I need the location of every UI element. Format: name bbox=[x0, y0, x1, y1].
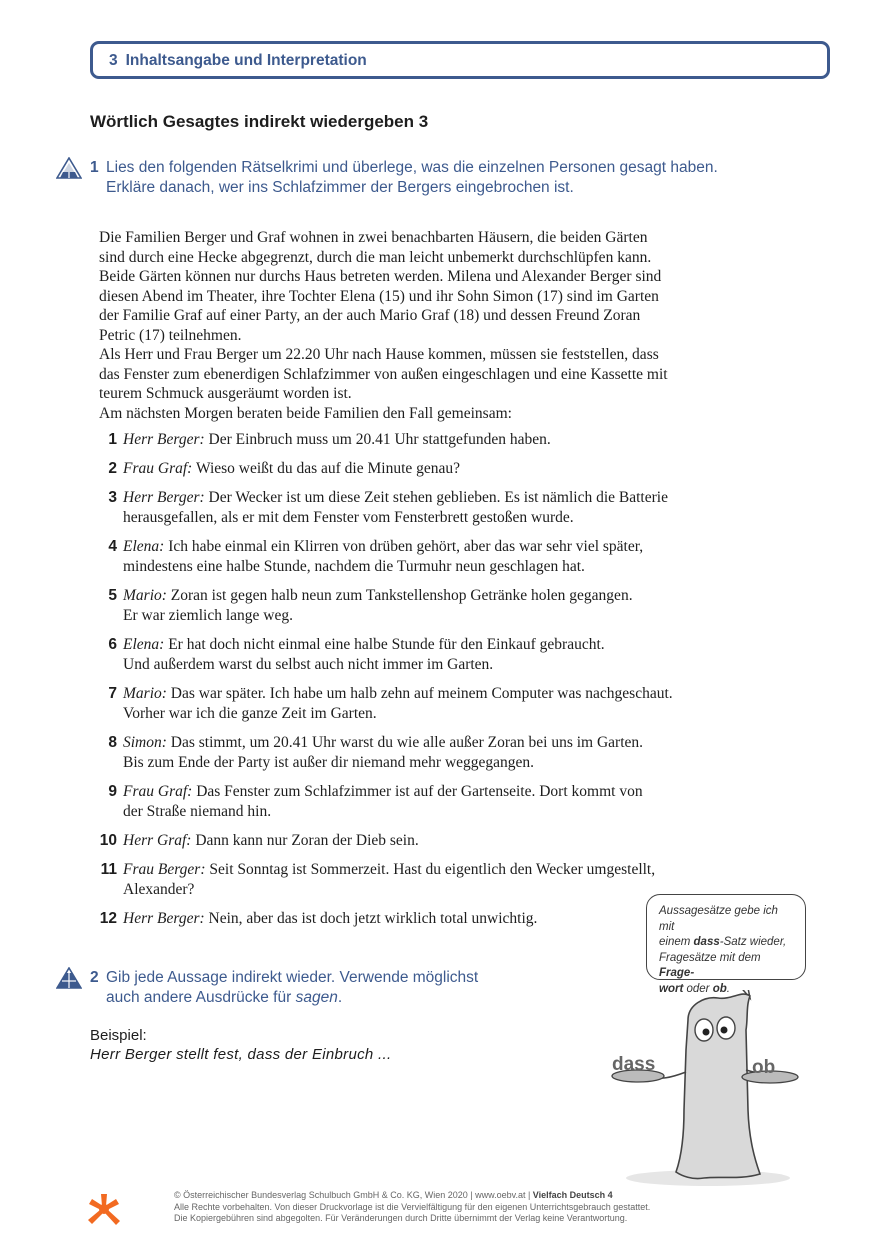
bubble-line: Aussagesätze gebe ich mit bbox=[659, 905, 778, 933]
bubble-bold: ob bbox=[712, 982, 727, 995]
line-number: 10 bbox=[99, 832, 117, 849]
task-line-emphasis: sagen bbox=[295, 989, 338, 1006]
statement: Das Fenster zum Schlafzimmer ist auf der Gartenseite. Dort kommt von bbox=[196, 783, 643, 800]
dialogue-line bbox=[96, 488, 736, 528]
statement-cont: Vorher war ich die ganze Zeit im Garten. bbox=[123, 705, 377, 722]
footer-line bbox=[174, 1190, 650, 1202]
dialogue-line bbox=[96, 684, 736, 724]
statement: Das stimmt, um 20.41 Uhr warst du wie alle außer Zoran bei uns im Garten. bbox=[170, 734, 644, 751]
page-title: Wörtlich Gesagtes indirekt wiedergeben 3 bbox=[90, 112, 429, 131]
statement: Nein, aber das ist doch jetzt wirklich total unwichtig. bbox=[208, 910, 538, 927]
statement: Der Einbruch muss um 20.41 Uhr stattgefunden haben. bbox=[208, 431, 551, 448]
statement-cont: der Straße niemand hin. bbox=[123, 803, 272, 820]
chapter-title-text: Inhaltsangabe und Interpretation bbox=[125, 52, 367, 69]
statement: Seit Sonntag ist Sommerzeit. Hast du eigentlich den Wecker umgestellt, bbox=[209, 861, 656, 878]
bubble-text: Fragesätze mit dem bbox=[659, 951, 761, 964]
story-line: sind durch eine Hecke abgegrenzt, durch die man leicht unbemerkt durchschlüpfen kann. bbox=[99, 248, 652, 266]
story-line: diesen Abend im Theater, ihre Tochter Elena (15) und ihr Sohn Simon (17) sind im Garten bbox=[99, 287, 659, 305]
line-number: 2 bbox=[108, 460, 117, 477]
task-number: 2 bbox=[90, 969, 99, 986]
bubble-bold: Frage- bbox=[659, 967, 695, 979]
statement: Er hat doch nicht einmal eine halbe Stunde für den Einkauf gebraucht. bbox=[168, 636, 605, 653]
statement-cont: Alexander? bbox=[123, 881, 195, 898]
story-line: Petric (17) teilnehmen. bbox=[99, 326, 242, 344]
task-instruction bbox=[106, 158, 718, 198]
task-line: Lies den folgenden Rätselkrimi und überlege, was die einzelnen Personen gesagt haben. bbox=[106, 159, 718, 176]
bubble-text: -Satz wieder, bbox=[719, 936, 787, 948]
line-number: 4 bbox=[108, 538, 117, 555]
story-text bbox=[99, 228, 739, 423]
example-label: Beispiel: bbox=[90, 1027, 147, 1044]
bubble-text: einem bbox=[659, 936, 694, 948]
speaker: Frau Graf: bbox=[123, 460, 193, 477]
line-number: 5 bbox=[108, 587, 117, 604]
statement: Zoran ist gegen halb neun zum Tankstellenshop Getränke holen gegangen. bbox=[170, 587, 633, 604]
speaker: Mario: bbox=[123, 685, 167, 702]
line-number: 3 bbox=[108, 489, 117, 506]
statement-cont: Bis zum Ende der Party ist außer dir niemand mehr weggegangen. bbox=[123, 754, 535, 771]
speaker: Herr Berger: bbox=[123, 910, 205, 927]
statement: Der Wecker ist um diese Zeit stehen geblieben. Es ist nämlich die Batterie bbox=[208, 489, 668, 506]
line-number: 12 bbox=[99, 910, 117, 927]
bubble-line bbox=[659, 951, 793, 982]
dialogue-line bbox=[96, 537, 736, 577]
footer-line: Die Kopiergebühren sind abgegolten. Für Veränderungen durch Dritte übernimmt der Verlag keine Verantwortung. bbox=[174, 1213, 628, 1223]
task-line: Gib jede Aussage indirekt wieder. Verwende möglichst bbox=[106, 969, 479, 986]
dialogue-line bbox=[96, 586, 736, 626]
line-number: 1 bbox=[108, 431, 117, 448]
footer-line: Alle Rechte vorbehalten. Von dieser Druckvorlage ist die Vervielfältigung für den eigenen Unterrichtsgebrauch gestattet. bbox=[174, 1201, 651, 1212]
story-line: das Fenster zum ebenerdigen Schlafzimmer von außen eingeschlagen und eine Kassette mit bbox=[99, 365, 668, 383]
statement: Das war später. Ich habe um halb zehn auf meinem Computer was nachgeschaut. bbox=[170, 685, 673, 702]
speaker: Mario: bbox=[123, 587, 167, 604]
speaker: Herr Graf: bbox=[123, 832, 192, 849]
task-line-suffix: . bbox=[337, 989, 343, 1006]
publisher-logo-icon bbox=[86, 1192, 122, 1228]
statement-cont: mindestens eine halbe Stunde, nachdem die Turmuhr neun geschlagen hat. bbox=[123, 558, 585, 575]
footer bbox=[174, 1190, 650, 1225]
statement-cont: Er war ziemlich lange weg. bbox=[123, 607, 293, 624]
chapter-title bbox=[109, 52, 367, 70]
task-line bbox=[106, 988, 478, 1008]
tray-label-dass: dass bbox=[612, 1054, 656, 1075]
task-line-prefix: auch andere Ausdrücke für bbox=[106, 989, 296, 1006]
speaker: Elena: bbox=[123, 636, 165, 653]
dialogue-line bbox=[96, 782, 736, 822]
task-instruction bbox=[106, 968, 478, 1008]
bubble-line bbox=[659, 935, 793, 951]
bubble-bold: dass bbox=[693, 936, 720, 948]
story-line: Als Herr und Frau Berger um 22.20 Uhr nach Hause kommen, müssen sie feststellen, dass bbox=[99, 346, 659, 363]
line-number: 6 bbox=[108, 636, 117, 653]
dialogue-line bbox=[96, 831, 736, 851]
dialogue-line bbox=[96, 635, 736, 675]
dialogue-line bbox=[96, 459, 736, 479]
speaker: Simon: bbox=[123, 734, 167, 751]
dialogue-list bbox=[96, 430, 736, 938]
speaker: Herr Berger: bbox=[123, 489, 205, 506]
line-number: 7 bbox=[108, 685, 117, 702]
speaker: Herr Berger: bbox=[123, 431, 205, 448]
statement-cont: Und außerdem warst du selbst auch nicht immer im Garten. bbox=[123, 656, 494, 673]
dialogue-line bbox=[96, 909, 736, 929]
statement-cont: herausgefallen, als er mit dem Fenster vom Fensterbrett gestoßen wurde. bbox=[123, 509, 574, 526]
statement: Dann kann nur Zoran der Dieb sein. bbox=[195, 832, 419, 849]
story-line: teurem Schmuck ausgeräumt worden ist. bbox=[99, 385, 352, 402]
speaker: Frau Graf: bbox=[123, 783, 193, 800]
line-number: 8 bbox=[108, 734, 117, 751]
speaker: Elena: bbox=[123, 538, 165, 555]
bubble-bold: wort bbox=[659, 982, 684, 995]
chapter-header bbox=[90, 41, 830, 79]
task-number: 1 bbox=[90, 159, 99, 176]
statement: Ich habe einmal ein Klirren von drüben gehört, aber das war sehr viel später, bbox=[168, 538, 644, 555]
task-line: Erkläre danach, wer ins Schlafzimmer der Bergers eingebrochen ist. bbox=[106, 179, 574, 196]
ghost-mascot-illustration bbox=[600, 990, 810, 1190]
difficulty-triangle-icon bbox=[56, 157, 82, 179]
speaker: Frau Berger: bbox=[123, 861, 206, 878]
speech-bubble bbox=[646, 894, 806, 995]
bubble-text: . bbox=[726, 982, 730, 995]
story-line: der Familie Graf auf einer Party, an der auch Mario Graf (18) und dessen Freund Zoran bbox=[99, 307, 641, 324]
footer-copyright: © Österreichischer Bundesverlag Schulbuch GmbH & Co. KG, Wien 2020 | www.oebv.at | bbox=[174, 1190, 533, 1200]
story-line: Die Familien Berger und Graf wohnen in zwei benachbarten Häusern, die beiden Gärten bbox=[99, 229, 648, 246]
dialogue-line bbox=[96, 733, 736, 773]
line-number: 11 bbox=[100, 861, 117, 878]
difficulty-triangle-icon bbox=[56, 967, 82, 989]
example-text: Herr Berger stellt fest, dass der Einbruch ... bbox=[90, 1046, 392, 1063]
dialogue-line bbox=[96, 860, 736, 900]
chapter-number: 3 bbox=[109, 52, 118, 69]
bubble-text: oder bbox=[683, 982, 713, 995]
statement: Wieso weißt du das auf die Minute genau? bbox=[195, 460, 461, 477]
footer-book-title: Vielfach Deutsch 4 bbox=[532, 1190, 613, 1200]
tray-label-ob: ob bbox=[752, 1057, 776, 1078]
story-line: Beide Gärten können nur durchs Haus betreten werden. Milena und Alexander Berger sind bbox=[99, 268, 662, 285]
story-line: Am nächsten Morgen beraten beide Familien den Fall gemeinsam: bbox=[99, 404, 512, 422]
dialogue-line bbox=[96, 430, 736, 450]
line-number: 9 bbox=[108, 783, 117, 800]
